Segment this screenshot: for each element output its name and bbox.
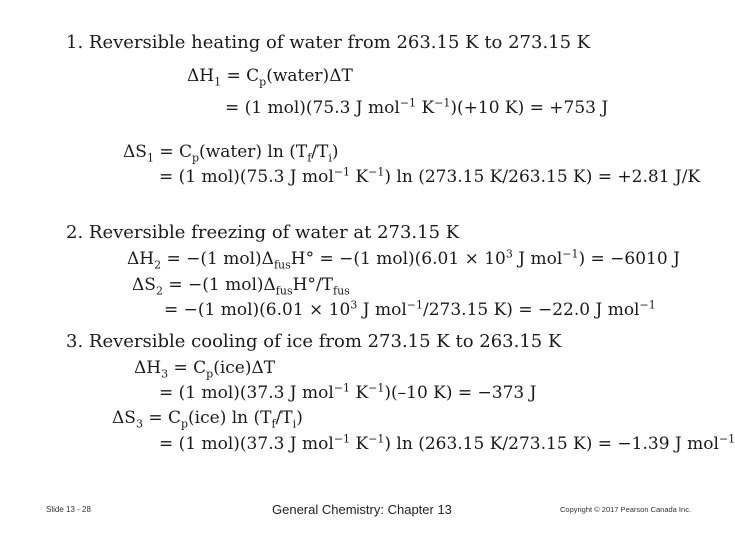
delta-s3-result: = (1 mol)(37.3 J mol$^{-1}$ $K^{-1}$) ln (263.15 K/273.15 K) = −1.39 J mol$^{-1}$ — [159, 432, 735, 454]
section-3-heading: 3. Reversible cooling of ice from 273.15 K to 263.15 K — [66, 331, 562, 352]
footer-title: General Chemistry: Chapter 13 — [272, 502, 452, 517]
delta-s3-equation: $\Delta S_3 = C_p(ice)$ $\ln (T_f/T_i)$ — [112, 408, 303, 431]
delta-s1-equation: $\Delta S_1$ = $C_p(water)$ $\ln (T_f/T_i)$ — [123, 142, 339, 165]
delta-h3-equation: $\Delta H_3 = C_p(ice)\Delta T$ — [134, 358, 276, 381]
section-1-heading: 1. Reversible heating of water from 263.15 K to 273.15 K — [66, 32, 591, 53]
delta-h2-equation: $\Delta H_2 = -(1$ $mol)\Delta_{fus}H^\circ = -(1$ $mol)(6.01 \times 10^3$ J mol$^{-1}$) = −6010 J — [127, 247, 680, 272]
section-2-heading: 2. Reversible freezing of water at 273.15 K — [66, 222, 460, 243]
delta-s1-result: = (1 mol)(75.3 J mol$^{-1}$ $K^{-1}$) ln (273.15 K/263.15 K) = +2.81 J/K — [159, 165, 701, 187]
copyright-notice: Copyright © 2017 Pearson Canada Inc. — [560, 505, 692, 514]
delta-h1-equation: $\Delta H_1$ = $C_p(water)\Delta T$ — [187, 66, 353, 89]
slide-number: Slide 13 - 28 — [46, 505, 91, 514]
delta-h3-result: = (1 mol)(37.3 J mol$^{-1}$ $K^{-1})(-10$ K) = −373 J — [159, 381, 537, 403]
delta-h1-result: = (1 mol)(75.3 J mol$^{-1}$ $K^{-1})(+10$ K) = +753 J — [225, 96, 609, 118]
delta-s2-result: = −(1 $mol)(6.01 \times 10^3$ J mol$^{-1}$/273.15 K) = −22.0 J mol$^{-1}$ — [164, 298, 656, 320]
delta-s2-equation: $\Delta S_2 = -(1$ $mol)\Delta_{fus}H^\circ/T_{fus}$ — [132, 275, 350, 298]
